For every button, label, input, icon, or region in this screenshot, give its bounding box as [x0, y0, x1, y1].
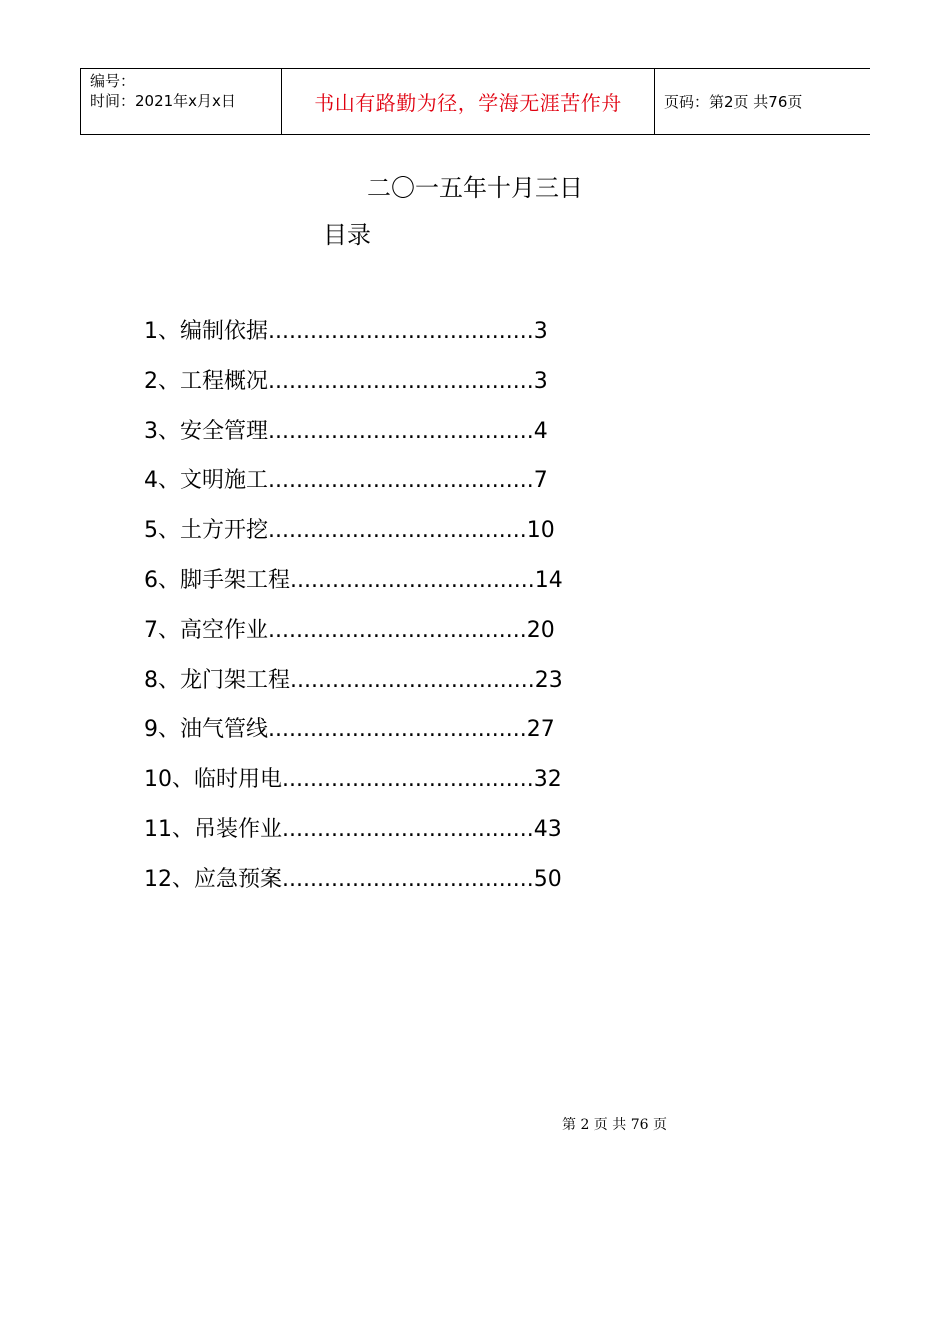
- toc-dots: ...................................: [290, 567, 535, 593]
- page-footer: 第 2 页 共 76 页: [562, 1117, 667, 1133]
- toc-num: 12、: [144, 866, 194, 892]
- toc-label: 土方开挖: [180, 518, 269, 544]
- toc-dots: ....................................: [282, 767, 534, 793]
- time-label: 时间：2021年x月x日: [90, 92, 236, 110]
- toc-label: 龙门架工程: [180, 667, 291, 693]
- toc-page: 3: [533, 319, 548, 344]
- toc-page: 32: [533, 767, 562, 793]
- toc-page: 43: [533, 816, 562, 842]
- serial-label: 编号：: [90, 72, 136, 90]
- toc-num: 6、: [144, 567, 180, 593]
- toc-item[interactable]: [144, 561, 563, 611]
- toc-title: 目录: [323, 221, 371, 249]
- toc-num: 3、: [144, 418, 180, 444]
- toc-item[interactable]: [144, 661, 563, 711]
- toc-num: 4、: [144, 468, 180, 494]
- table-of-contents: [144, 312, 563, 910]
- toc-item[interactable]: [144, 461, 563, 511]
- toc-item[interactable]: [144, 611, 563, 661]
- toc-num: 8、: [144, 667, 180, 693]
- header-table: [80, 68, 870, 135]
- toc-page: 50: [533, 866, 562, 892]
- toc-page: 27: [526, 717, 555, 743]
- toc-dots: ......................................: [268, 319, 534, 344]
- toc-dots: .....................................: [268, 518, 527, 544]
- toc-page: 7: [533, 468, 548, 494]
- toc-num: 11、: [144, 816, 194, 842]
- toc-num: 7、: [144, 617, 180, 643]
- toc-num: 10、: [144, 767, 194, 793]
- toc-label: 吊装作业: [194, 816, 283, 842]
- toc-item[interactable]: [144, 511, 563, 561]
- toc-dots: ......................................: [268, 418, 534, 444]
- toc-num: 1、: [144, 319, 180, 344]
- toc-page: 3: [533, 368, 548, 394]
- header-motto-cell: [282, 69, 655, 134]
- toc-dots: ...................................: [290, 667, 535, 693]
- toc-page: 10: [526, 518, 555, 544]
- toc-item[interactable]: [144, 810, 563, 860]
- toc-dots: ....................................: [282, 866, 534, 892]
- toc-dots: .....................................: [268, 717, 527, 743]
- toc-label: 文明施工: [180, 468, 269, 494]
- toc-label: 脚手架工程: [180, 567, 291, 593]
- header-meta-cell: [81, 69, 282, 134]
- toc-label: 安全管理: [180, 418, 269, 444]
- toc-page: 14: [534, 567, 563, 593]
- toc-label: 临时用电: [194, 767, 283, 793]
- toc-item[interactable]: [144, 312, 563, 362]
- toc-dots: .....................................: [268, 617, 527, 643]
- toc-label: 油气管线: [180, 717, 269, 743]
- toc-page: 20: [526, 617, 555, 643]
- toc-dots: ......................................: [268, 468, 534, 494]
- page-info: 页码：第2页 共76页: [664, 93, 803, 111]
- toc-num: 2、: [144, 368, 180, 394]
- toc-dots: ....................................: [282, 816, 534, 842]
- toc-page: 4: [533, 418, 548, 444]
- toc-label: 高空作业: [180, 617, 269, 643]
- toc-item[interactable]: [144, 412, 563, 462]
- toc-num: 9、: [144, 717, 180, 743]
- header-page-cell: [655, 69, 870, 134]
- toc-item[interactable]: [144, 860, 563, 910]
- toc-item[interactable]: [144, 362, 563, 412]
- toc-num: 5、: [144, 518, 180, 544]
- toc-item[interactable]: [144, 710, 563, 760]
- date-title: 二〇一五年十月三日: [367, 174, 583, 202]
- toc-dots: ......................................: [268, 368, 534, 394]
- motto: 书山有路勤为径，学海无涯苦作舟: [314, 91, 622, 115]
- toc-item[interactable]: [144, 760, 563, 810]
- toc-label: 编制依据: [180, 319, 269, 344]
- toc-label: 工程概况: [180, 368, 269, 394]
- toc-label: 应急预案: [194, 866, 283, 892]
- toc-page: 23: [534, 667, 563, 693]
